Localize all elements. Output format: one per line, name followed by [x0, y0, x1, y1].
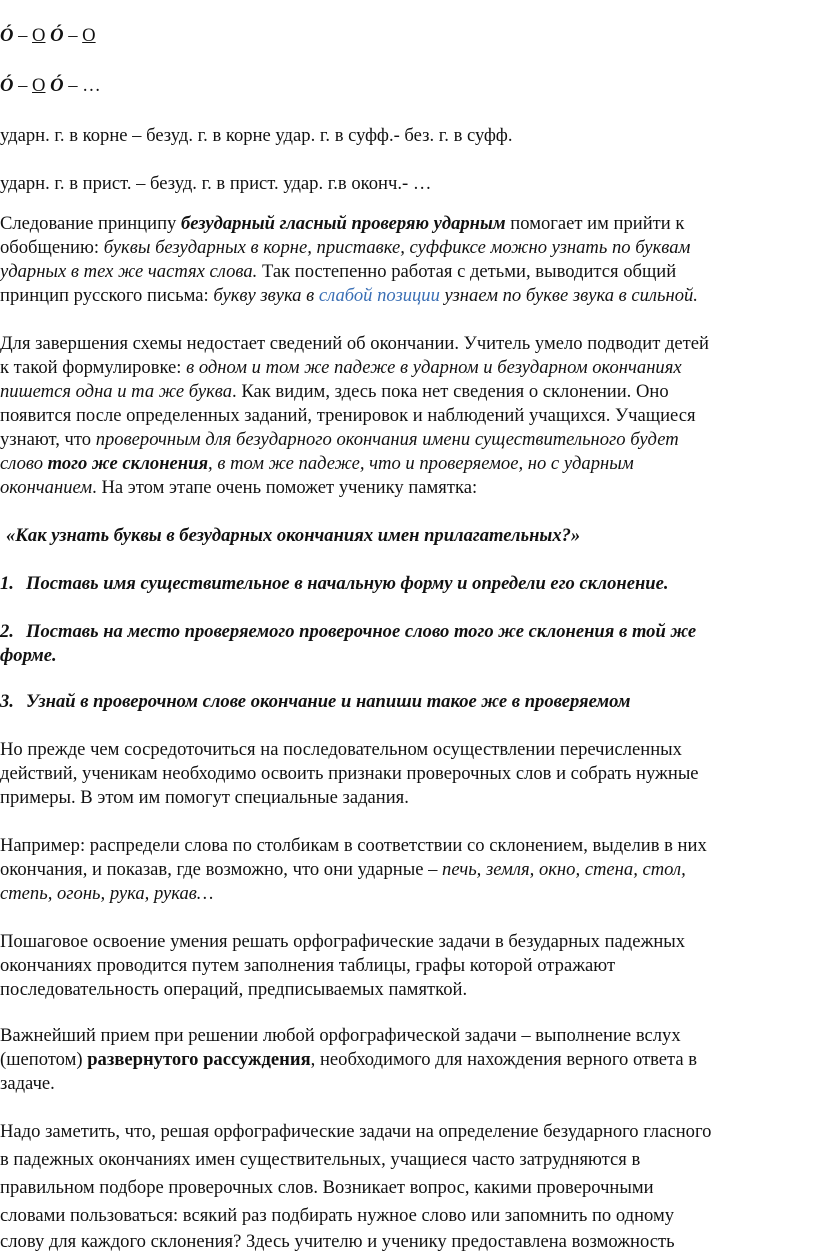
schema-row-3: ударн. г. в корне – безуд. г. в корне удар. г. в суфф.- без. г. в суфф. [0, 125, 513, 146]
para2-line5 [0, 428, 679, 452]
text: . Как видим, здесь пока нет сведения о склонении. Оно [232, 381, 669, 402]
italic-text: в одном и том же падеже в ударном и безударном окончаниях [186, 357, 682, 378]
italic-text: окончанием [0, 477, 93, 498]
schema-row-1 [0, 24, 96, 48]
stressed-o: Ó [0, 25, 14, 46]
para1-line2 [0, 236, 690, 260]
list-text: Поставь имя существительное в начальную форму и определи его склонение. [26, 573, 669, 594]
para5-line3: последовательность операций, предписываемых памяткой. [0, 979, 468, 1000]
para2-line7 [0, 476, 477, 500]
para2-line2 [0, 356, 682, 380]
italic-text: букву звука в [213, 285, 319, 306]
list-text: Поставь на место проверяемого проверочное слово того же склонения в той же [26, 621, 697, 642]
text: Так постепенно работая с детьми, выводится общий [257, 261, 677, 282]
italic-text: слово [0, 453, 48, 474]
text: к такой формулировке: [0, 357, 187, 378]
stressed-o: Ó [0, 75, 14, 96]
para7-line4: словами пользоваться: всякий раз подбирать нужное слово или запомнить по одному [0, 1205, 675, 1226]
italic-text: пишется одна и та же буква [0, 381, 233, 402]
memo-item-2 [0, 620, 696, 644]
text: (шепотом) [0, 1049, 88, 1070]
dash-ellipsis: – … [63, 75, 101, 96]
schema-row-4: ударн. г. в прист. – безуд. г. в прист. удар. г.в оконч.- … [0, 173, 432, 194]
para6-line3: задаче. [0, 1073, 55, 1094]
italic-text: буквы безударных в корне, приставке, суффиксе можно узнать по буквам [103, 237, 691, 258]
para2-line1: Для завершения схемы недостает сведений об окончании. Учитель умело подводит детей [0, 333, 710, 354]
text: принцип русского письма: [0, 285, 214, 306]
para4-line1: Например: распредели слова по столбикам в соответствии со склонением, выделив в них [0, 835, 707, 856]
bold-text: развернутого рассуждения [87, 1049, 311, 1070]
para4-line2 [0, 858, 686, 882]
para1-line1 [0, 212, 684, 236]
para7-line3: правильном подборе проверочных слов. Возникает вопрос, какими проверочными [0, 1177, 654, 1198]
para6-line2 [0, 1048, 697, 1072]
para3-line3: примеры. В этом им помогут специальные задания. [0, 787, 409, 808]
dash: – [13, 25, 33, 46]
list-number: 3. [0, 691, 14, 712]
italic-text: , в том же падеже, что и проверяемое, но с ударным [208, 453, 634, 474]
example-words: печь, земля, окно, стена, стол, [442, 859, 686, 880]
para5-line2: окончаниях проводится путем заполнения таблицы, графы которой отражают [0, 955, 616, 976]
list-number: 1. [0, 573, 14, 594]
list-number: 2. [0, 621, 14, 642]
dash: – [13, 75, 33, 96]
para3-line2: действий, ученикам необходимо освоить признаки проверочных слов и собрать нужные [0, 763, 699, 784]
principle-phrase: безударный гласный проверяю ударным [180, 213, 506, 234]
unstressed-o: О [32, 75, 46, 96]
italic-text: проверочным для безударного окончания имени существительного будет [95, 429, 679, 450]
stressed-o: Ó [50, 75, 64, 96]
memo-item-3 [0, 690, 630, 714]
para4-line3: степь, огонь, рука, рукав… [0, 883, 214, 904]
unstressed-o: О [32, 25, 46, 46]
text: помогает им прийти к [505, 213, 685, 234]
para3-line1: Но прежде чем сосредоточиться на последовательном осуществлении перечисленных [0, 739, 682, 760]
para1-line4 [0, 284, 698, 308]
text: , необходимого для нахождения верного ответа в [310, 1049, 698, 1070]
memo-item-1 [0, 572, 669, 596]
para2-line4: появится после определенных заданий, тренировок и наблюдений учащихся. Учащиеся [0, 405, 696, 426]
para7-line1: Надо заметить, что, решая орфографические задачи на определение безударного гласного [0, 1121, 712, 1142]
text: обобщению: [0, 237, 104, 258]
para6-line1: Важнейший прием при решении любой орфографической задачи – выполнение вслух [0, 1025, 681, 1046]
para2-line6 [0, 452, 634, 476]
list-text: Узнай в проверочном слове окончание и напиши такое же в проверяемом [26, 691, 631, 712]
para7-line2: в падежных окончаниях имен существительных, учащиеся часто затрудняются в [0, 1149, 641, 1170]
para7-line5: слову для каждого склонения? Здесь учителю и ученику предоставлена возможность [0, 1231, 675, 1252]
memo-title: «Как узнать буквы в безударных окончаниях имен прилагательных?» [6, 525, 581, 546]
text: Следование принципу [0, 213, 181, 234]
unstressed-o: О [82, 25, 96, 46]
para5-line1: Пошаговое освоение умения решать орфографические задачи в безударных падежных [0, 931, 686, 952]
dash: – [63, 25, 83, 46]
stressed-o: Ó [50, 25, 64, 46]
weak-position-link[interactable]: слабой позиции [318, 285, 440, 306]
memo-item-2-cont: форме. [0, 645, 57, 666]
bold-italic-text: того же склонения [47, 453, 209, 474]
para1-line3 [0, 260, 676, 284]
text: . На этом этапе очень поможет ученику памятка: [92, 477, 478, 498]
italic-text: ударных в тех же частях слова. [0, 261, 258, 282]
schema-row-2 [0, 74, 101, 98]
para2-line3 [0, 380, 669, 404]
text: узнают, что [0, 429, 96, 450]
text: окончания, и показав, где возможно, что они ударные – [0, 859, 443, 880]
italic-text: узнаем по букве звука в сильной. [439, 285, 698, 306]
